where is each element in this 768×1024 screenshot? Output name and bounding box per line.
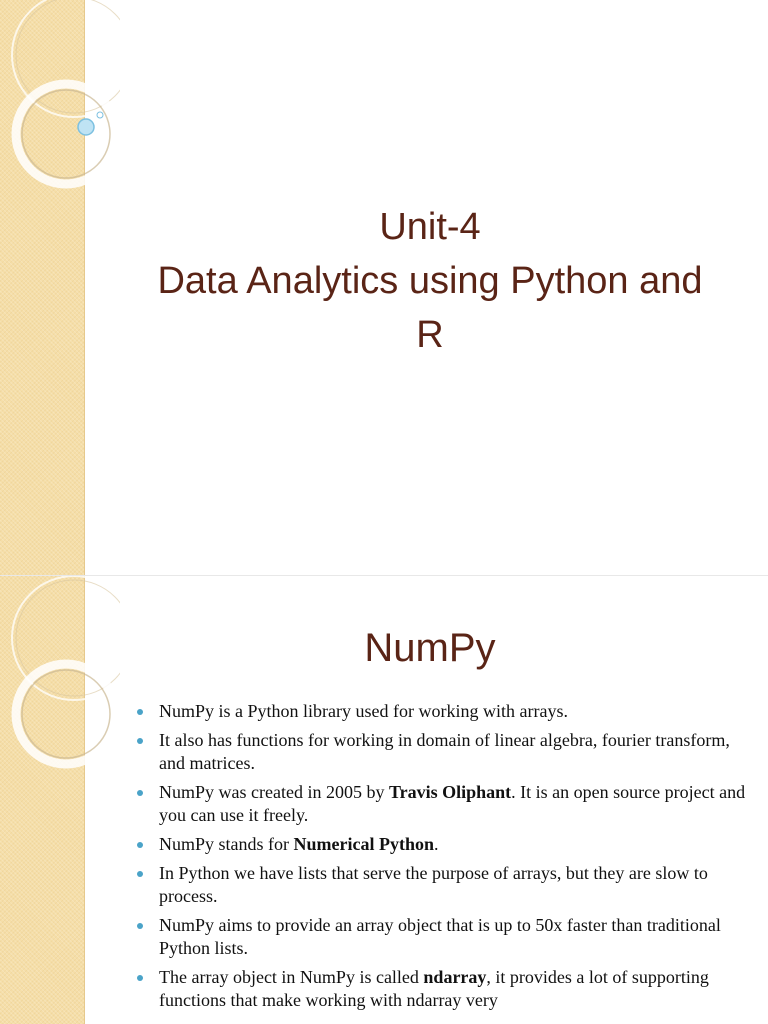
bullet-dot-icon: [137, 709, 143, 715]
bullet-item: [134, 729, 746, 775]
bullet-item: [134, 914, 746, 960]
bullet-text: NumPy is a Python library used for working with arrays.: [159, 701, 568, 721]
bullet-text: In Python we have lists that serve the purpose of arrays, but they are slow to process.: [159, 863, 708, 906]
bullet-text: The array object in NumPy is called: [159, 967, 424, 987]
title-line-1: Unit-4: [379, 206, 481, 248]
bullet-item: [134, 966, 746, 1012]
bubble-icon: [78, 119, 94, 135]
slide-main-title: [110, 200, 750, 362]
bullet-text: .: [433, 834, 439, 854]
bullet-dot-icon: [137, 738, 143, 744]
bullet-item: [134, 862, 746, 908]
bullet-dot-icon: [137, 842, 143, 848]
title-line-2: Data Analytics using Python and: [157, 260, 703, 302]
bullet-item: [134, 781, 746, 827]
bullet-item: [134, 833, 746, 856]
bullet-text: It also has functions for working in domain of linear algebra, fourier transform, and matrices.: [159, 730, 730, 773]
bullet-text-bold: ndarray: [423, 967, 487, 987]
slide-title-numpy: NumPy: [364, 626, 496, 670]
bullet-list: [134, 700, 746, 1018]
bullet-text-bold: Numerical Python: [293, 834, 434, 854]
bullet-text: . It is an open source project and you can use it freely.: [159, 782, 746, 825]
title-line-3: R: [416, 314, 444, 356]
bullet-text: NumPy aims to provide an array object that is up to 50x faster than traditional Python lists.: [159, 915, 721, 958]
bullet-dot-icon: [137, 923, 143, 929]
bullet-text-bold: Travis Oliphant: [388, 782, 512, 802]
bullet-text: NumPy stands for: [159, 834, 294, 854]
bullet-dot-icon: [137, 975, 143, 981]
bullet-dot-icon: [137, 790, 143, 796]
bullet-text: , it provides a lot of supporting functions that make working with ndarray very: [159, 967, 709, 1010]
concentric-rings-icon: [0, 0, 120, 200]
bullet-dot-icon: [137, 871, 143, 877]
slide-numpy: [0, 576, 768, 1024]
bullet-item: [134, 700, 746, 723]
concentric-rings-icon: [0, 576, 120, 776]
bullet-text: NumPy was created in 2005 by: [159, 782, 389, 802]
